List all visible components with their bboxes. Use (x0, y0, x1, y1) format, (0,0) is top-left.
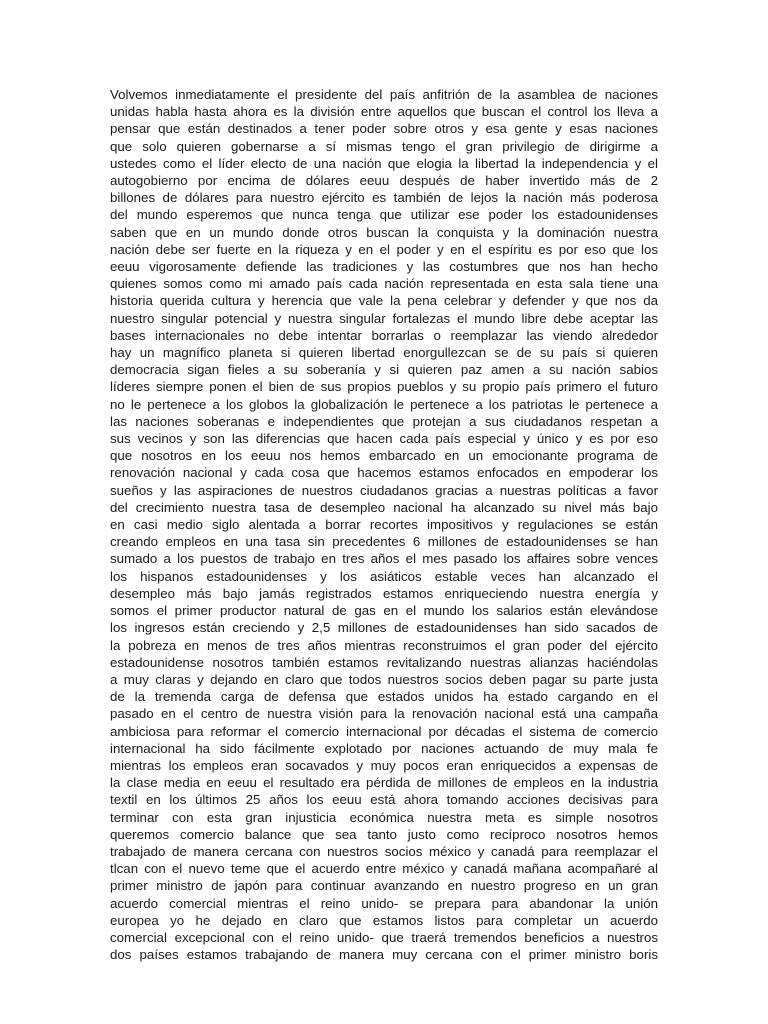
text-line: saben que en un mundo donde otros buscan la conquista y la dominación nuestra (110, 224, 658, 240)
text-line: nación debe ser fuerte en la riqueza y en el poder y en el espíritu es por eso que los (110, 241, 658, 257)
text-line: la pobreza en menos de tres años mientras reconstruimos el gran poder del ejército (110, 637, 658, 653)
text-line: dos países estamos trabajando de manera muy cercana con el primer ministro boris (110, 947, 658, 963)
text-line: comercial excepcional con el reino unido- que traerá tremendos beneficios a nuestros (110, 929, 658, 945)
text-line: pasado en el centro de nuestra visión para la renovación nacional está una campaña (110, 706, 658, 722)
text-line: nuestro singular potencial y nuestra singular fortalezas el mundo libre debe aceptar las (110, 310, 658, 326)
text-line: en casi medio siglo alentada a borrar recortes impositivos y regulaciones se están (110, 517, 658, 533)
text-line: las naciones soberanas e independientes que protejan a sus ciudadanos respetan a (110, 413, 658, 429)
text-line: Volvemos inmediatamente el presidente del país anfitrión de la asamblea de naciones (110, 87, 658, 102)
text-line: billones de dólares para nuestro ejército es también de lejos la nación más poderosa (110, 190, 658, 206)
text-line: textil en los últimos 25 años los eeuu está ahora tomando acciones decisivas para (110, 792, 658, 808)
text-line: europea yo he dejado en claro que estamos listos para completar un acuerdo (110, 912, 658, 928)
text-line: internacional ha sido fácilmente explotado por naciones actuando de muy mala fe (110, 740, 658, 756)
text-line: pensar que están destinados a tener poder sobre otros y esa gente y esas naciones (110, 121, 658, 137)
text-line: mientras los empleos eran socavados y muy pocos eran enriquecidos a expensas de (110, 757, 658, 773)
text-line: bases internacionales no debe intentar borrarlas o reemplazar las viendo alrededor (110, 327, 658, 343)
text-line: de la tremenda carga de defensa que estados unidos ha estado cargando en el (110, 689, 658, 705)
text-line: terminar con esta gran injusticia económica nuestra meta es simple nosotros (110, 809, 658, 825)
text-line: a muy claras y dejando en claro que todos nuestros socios deben pagar su parte justa (110, 671, 658, 687)
text-line: queremos comercio balance que sea tanto justo como recíproco nosotros hemos (110, 826, 658, 842)
text-line: creando empleos en una tasa sin precedentes 6 millones de estadounidenses se han (110, 534, 658, 550)
text-line: estadounidense nosotros también estamos revitalizando nuestras alianzas haciéndolas (110, 654, 658, 670)
text-line: sus vecinos y son las diferencias que hacen cada país especial y único y es por eso (110, 431, 658, 447)
text-line: democracia sigan fieles a su soberanía y si quieren paz amen a su nación sabios (110, 362, 658, 378)
document-page (110, 86, 658, 963)
text-line: desempleo más bajo jamás registrados estamos enriqueciendo nuestra energía y (110, 585, 658, 601)
text-line: tlcan con el nuevo teme que el acuerdo entre méxico y canadá mañana acompañaré al (110, 861, 658, 877)
text-line: hay un magnífico planeta si quieren libertad enorgullezcan se de su país si quieren (110, 345, 658, 361)
text-line: autogobierno por encima de dólares eeuu después de haber invertido más de 2 (110, 173, 658, 189)
text-line: unidas habla hasta ahora es la división entre aquellos que buscan el control los lleva a (110, 104, 658, 120)
text-line: eeuu vigorosamente defiende las tradiciones y las costumbres que nos han hecho (110, 259, 658, 275)
text-line: trabajado de manera cercana con nuestros socios méxico y canadá para reemplazar el (110, 843, 658, 859)
text-line: del mundo esperemos que nunca tenga que utilizar ese poder los estadounidenses (110, 207, 658, 223)
text-line: ustedes como el líder electo de una nación que elogia la libertad la independencia y el (110, 155, 658, 171)
text-line: sueños y las aspiraciones de nuestros ciudadanos gracias a nuestras políticas a favor (110, 482, 658, 498)
text-line: del crecimiento nuestra tasa de desempleo nacional ha alcanzado su nivel más bajo (110, 499, 658, 515)
text-line: acuerdo comercial mientras el reino unido- se prepara para abandonar la unión (110, 895, 658, 911)
text-line: líderes siempre ponen el bien de sus propios pueblos y su propio país primero el futuro (110, 379, 658, 395)
text-line: quienes somos como mi amado país cada nación representada en esta sala tiene una (110, 276, 658, 292)
text-line: que nosotros en los eeuu nos hemos embarcado en un emocionante programa de (110, 448, 658, 464)
text-line: renovación nacional y cada cosa que hacemos estamos enfocados en empoderar los (110, 465, 658, 481)
text-line: somos el primer productor natural de gas en el mundo los salarios están elevándose (110, 603, 658, 619)
text-line: primer ministro de japón para continuar avanzando en nuestro progreso en un gran (110, 878, 658, 894)
text-line: los ingresos están creciendo y 2,5 millones de estadounidenses han sido sacados de (110, 620, 658, 636)
text-line: historia querida cultura y herencia que vale la pena celebrar y defender y que nos da (110, 293, 658, 309)
text-line: que solo quieren gobernarse a sí mismas tengo el gran privilegio de dirigirme a (110, 138, 658, 154)
text-line: ambiciosa para reformar el comercio internacional por décadas el sistema de comercio (110, 723, 658, 739)
text-line: no le pertenece a los globos la globalización le pertenece a los patriotas le pertenece a (110, 396, 658, 412)
text-line: los hispanos estadounidenses y los asiáticos estable veces han alcanzado el (110, 568, 658, 584)
text-line: la clase media en eeuu el resultado era pérdida de millones de empleos en la industria (110, 775, 658, 791)
text-line: sumado a los puestos de trabajo en tres años el mes pasado los affaires sobre vences (110, 551, 658, 567)
